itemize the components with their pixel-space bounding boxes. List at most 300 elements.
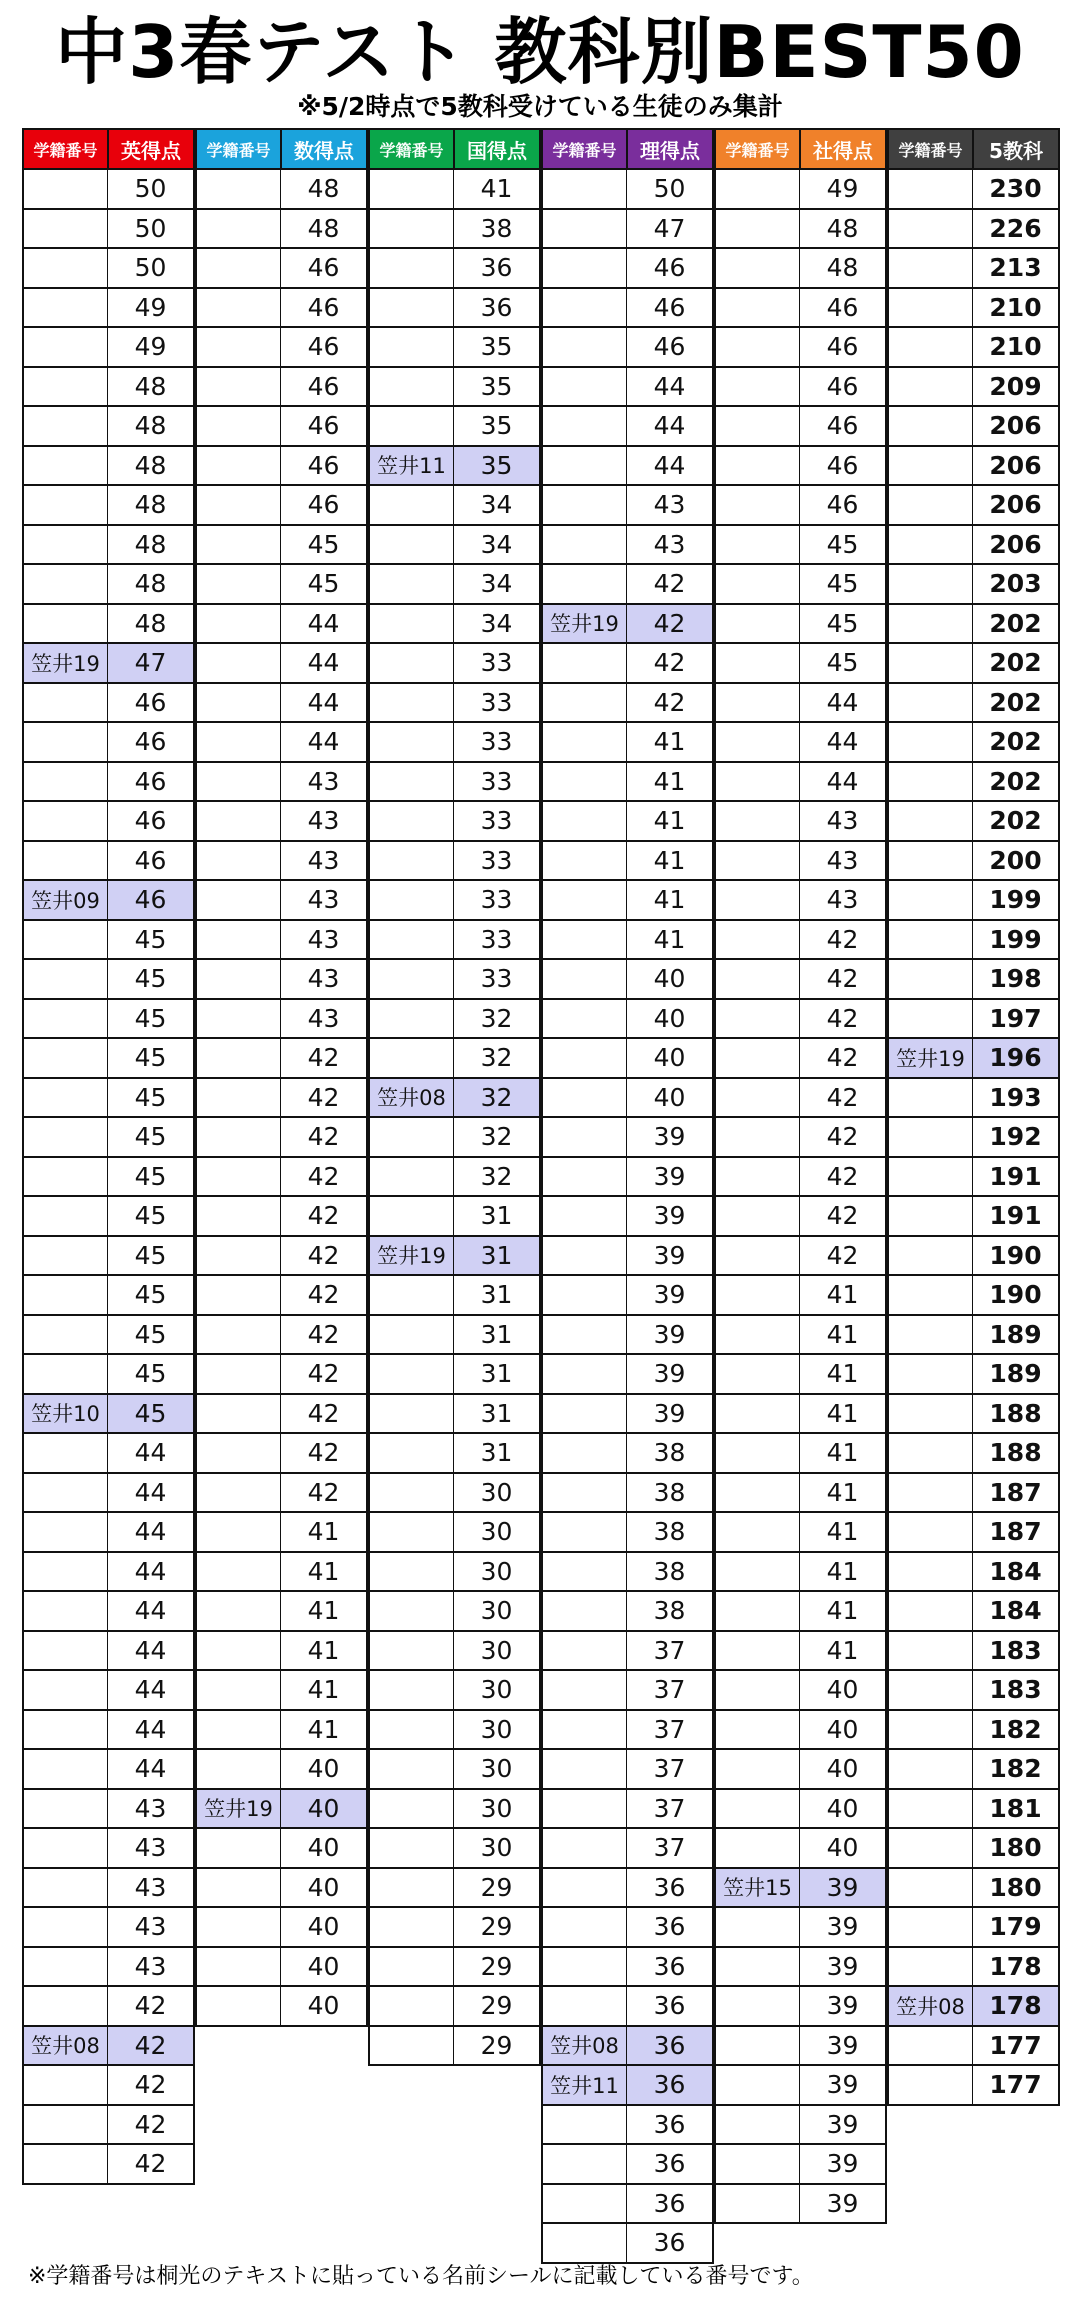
score-cell: 30 bbox=[454, 1474, 541, 1514]
table-row bbox=[887, 447, 1060, 487]
score-cell: 43 bbox=[281, 1000, 368, 1040]
score-cell: 48 bbox=[800, 210, 887, 250]
column-header-score: 理得点 bbox=[627, 128, 714, 170]
score-cell: 41 bbox=[800, 1434, 887, 1474]
student-id-cell bbox=[22, 1276, 108, 1316]
table-row bbox=[368, 1869, 541, 1909]
table-row bbox=[887, 210, 1060, 250]
score-cell: 31 bbox=[454, 1237, 541, 1277]
table-row bbox=[714, 2027, 887, 2067]
table-row bbox=[195, 407, 368, 447]
score-cell: 41 bbox=[800, 1276, 887, 1316]
score-cell: 42 bbox=[281, 1276, 368, 1316]
score-cell: 43 bbox=[627, 526, 714, 566]
score-cell: 202 bbox=[973, 802, 1060, 842]
student-id-cell bbox=[714, 1118, 800, 1158]
table-row bbox=[195, 1000, 368, 1040]
student-id-cell bbox=[541, 1316, 627, 1356]
table-row bbox=[368, 1237, 541, 1277]
student-id-cell bbox=[714, 1513, 800, 1553]
score-cell: 46 bbox=[800, 486, 887, 526]
table-row bbox=[368, 1711, 541, 1751]
table-row bbox=[22, 1592, 195, 1632]
score-cell: 46 bbox=[281, 328, 368, 368]
score-cell: 42 bbox=[800, 1197, 887, 1237]
student-id-cell bbox=[887, 1316, 973, 1356]
score-cell: 40 bbox=[627, 960, 714, 1000]
student-id-cell bbox=[22, 921, 108, 961]
table-row bbox=[541, 447, 714, 487]
score-cell: 33 bbox=[454, 921, 541, 961]
score-cell: 45 bbox=[108, 1276, 195, 1316]
score-cell: 42 bbox=[281, 1316, 368, 1356]
student-id-cell bbox=[887, 921, 973, 961]
table-row bbox=[541, 2066, 714, 2106]
table-row bbox=[22, 1276, 195, 1316]
table-row bbox=[714, 1079, 887, 1119]
student-id-cell bbox=[714, 802, 800, 842]
table-row bbox=[541, 1237, 714, 1277]
student-id-cell bbox=[195, 763, 281, 803]
student-id-cell bbox=[887, 249, 973, 289]
student-id-cell bbox=[887, 605, 973, 645]
table-row bbox=[887, 486, 1060, 526]
score-cell: 43 bbox=[281, 763, 368, 803]
score-cell: 48 bbox=[108, 368, 195, 408]
score-cell: 206 bbox=[973, 526, 1060, 566]
table-row bbox=[887, 1711, 1060, 1751]
student-id-cell bbox=[541, 447, 627, 487]
student-id-cell bbox=[368, 1197, 454, 1237]
score-cell: 46 bbox=[800, 407, 887, 447]
table-row bbox=[541, 289, 714, 329]
student-id-cell bbox=[195, 1355, 281, 1395]
student-id-cell bbox=[195, 1237, 281, 1277]
score-cell: 36 bbox=[627, 2027, 714, 2067]
table-row bbox=[887, 1118, 1060, 1158]
score-cell: 45 bbox=[281, 526, 368, 566]
table-row bbox=[195, 1869, 368, 1909]
student-id-cell bbox=[368, 170, 454, 210]
table-row bbox=[195, 1158, 368, 1198]
student-id-cell bbox=[541, 1671, 627, 1711]
score-cell: 39 bbox=[800, 2066, 887, 2106]
table-row bbox=[195, 1316, 368, 1356]
score-cell: 45 bbox=[108, 1355, 195, 1395]
student-id-cell bbox=[541, 1395, 627, 1435]
score-cell: 41 bbox=[800, 1592, 887, 1632]
table-row bbox=[195, 210, 368, 250]
score-cell: 40 bbox=[800, 1671, 887, 1711]
student-id-cell bbox=[714, 842, 800, 882]
score-cell: 30 bbox=[454, 1553, 541, 1593]
table-row bbox=[195, 1750, 368, 1790]
table-row bbox=[541, 1355, 714, 1395]
table-row bbox=[22, 407, 195, 447]
student-id-cell bbox=[714, 1000, 800, 1040]
score-cell: 40 bbox=[800, 1750, 887, 1790]
student-id-cell bbox=[195, 1395, 281, 1435]
table-row bbox=[22, 1632, 195, 1672]
table-row bbox=[22, 1316, 195, 1356]
student-id-cell bbox=[368, 1750, 454, 1790]
table-row bbox=[714, 1948, 887, 1988]
table-row bbox=[714, 763, 887, 803]
table-row bbox=[541, 763, 714, 803]
student-id-cell bbox=[887, 1948, 973, 1988]
score-cell: 50 bbox=[627, 170, 714, 210]
table-row bbox=[22, 1237, 195, 1277]
student-id-cell bbox=[714, 763, 800, 803]
student-id-cell bbox=[195, 1869, 281, 1909]
student-id-cell bbox=[22, 1118, 108, 1158]
student-id-cell bbox=[887, 1750, 973, 1790]
score-cell: 33 bbox=[454, 723, 541, 763]
table-row bbox=[195, 1513, 368, 1553]
score-cell: 50 bbox=[108, 210, 195, 250]
student-id-cell bbox=[22, 2066, 108, 2106]
student-id-cell bbox=[887, 1711, 973, 1751]
table-row bbox=[714, 842, 887, 882]
table-row bbox=[368, 1474, 541, 1514]
student-id-cell bbox=[887, 1474, 973, 1514]
score-cell: 226 bbox=[973, 210, 1060, 250]
score-cell: 49 bbox=[108, 289, 195, 329]
student-id-cell bbox=[541, 407, 627, 447]
score-cell: 44 bbox=[281, 605, 368, 645]
student-id-cell bbox=[22, 1474, 108, 1514]
student-id-cell bbox=[195, 960, 281, 1000]
score-cell: 48 bbox=[281, 170, 368, 210]
score-cell: 199 bbox=[973, 881, 1060, 921]
score-cell: 39 bbox=[800, 2185, 887, 2225]
score-cell: 34 bbox=[454, 565, 541, 605]
score-cell: 42 bbox=[281, 1079, 368, 1119]
score-cell: 35 bbox=[454, 447, 541, 487]
student-id-cell bbox=[368, 881, 454, 921]
table-row bbox=[714, 210, 887, 250]
student-id-cell bbox=[368, 605, 454, 645]
table-row bbox=[714, 2066, 887, 2106]
score-cell: 190 bbox=[973, 1237, 1060, 1277]
table-row bbox=[195, 328, 368, 368]
score-cell: 202 bbox=[973, 644, 1060, 684]
score-cell: 33 bbox=[454, 842, 541, 882]
table-row bbox=[714, 1671, 887, 1711]
student-id-cell bbox=[22, 684, 108, 724]
score-cell: 38 bbox=[627, 1513, 714, 1553]
student-id-cell bbox=[887, 1592, 973, 1632]
score-cell: 44 bbox=[108, 1592, 195, 1632]
table-row bbox=[887, 1513, 1060, 1553]
score-cell: 39 bbox=[627, 1118, 714, 1158]
score-cell: 33 bbox=[454, 684, 541, 724]
table-row bbox=[368, 1829, 541, 1869]
score-cell: 40 bbox=[281, 1987, 368, 2027]
table-row bbox=[195, 921, 368, 961]
student-id-cell bbox=[714, 1750, 800, 1790]
footnote: ※学籍番号は桐光のテキストに貼っている名前シールに記載している番号です。 bbox=[28, 2264, 814, 2289]
table-row bbox=[887, 2066, 1060, 2106]
score-cell: 42 bbox=[627, 684, 714, 724]
score-cell: 30 bbox=[454, 1750, 541, 1790]
score-cell: 39 bbox=[627, 1355, 714, 1395]
score-cell: 35 bbox=[454, 328, 541, 368]
table-row bbox=[887, 1276, 1060, 1316]
table-row bbox=[368, 1276, 541, 1316]
table-row bbox=[22, 723, 195, 763]
table-row bbox=[887, 1355, 1060, 1395]
table-row bbox=[22, 960, 195, 1000]
student-id-cell bbox=[541, 723, 627, 763]
student-id-cell bbox=[714, 368, 800, 408]
table-row bbox=[195, 1671, 368, 1711]
student-id-cell bbox=[22, 170, 108, 210]
table-row bbox=[22, 2145, 195, 2185]
table-row bbox=[887, 802, 1060, 842]
student-id-cell bbox=[714, 1395, 800, 1435]
table-row bbox=[195, 763, 368, 803]
student-id-cell bbox=[368, 1553, 454, 1593]
student-id-cell bbox=[368, 1790, 454, 1830]
table-row bbox=[368, 1079, 541, 1119]
score-cell: 47 bbox=[108, 644, 195, 684]
student-id-cell bbox=[541, 1079, 627, 1119]
student-id-cell bbox=[195, 1197, 281, 1237]
table-row bbox=[887, 2027, 1060, 2067]
table-row bbox=[887, 1474, 1060, 1514]
student-id-cell bbox=[714, 1790, 800, 1830]
score-cell: 31 bbox=[454, 1276, 541, 1316]
score-cell: 43 bbox=[281, 921, 368, 961]
student-id-cell bbox=[195, 802, 281, 842]
student-id-cell bbox=[887, 289, 973, 329]
table-row bbox=[714, 802, 887, 842]
table-row bbox=[541, 723, 714, 763]
score-cell: 44 bbox=[281, 723, 368, 763]
table-row bbox=[195, 249, 368, 289]
score-cell: 42 bbox=[281, 1237, 368, 1277]
table-row bbox=[887, 960, 1060, 1000]
student-id-cell bbox=[887, 1908, 973, 1948]
score-cell: 45 bbox=[800, 526, 887, 566]
score-cell: 37 bbox=[627, 1671, 714, 1711]
table-row bbox=[368, 644, 541, 684]
student-id-cell bbox=[22, 1592, 108, 1632]
score-cell: 48 bbox=[108, 526, 195, 566]
student-id-cell bbox=[714, 1553, 800, 1593]
table-row bbox=[714, 1513, 887, 1553]
student-id-cell bbox=[22, 1237, 108, 1277]
student-id-cell bbox=[368, 565, 454, 605]
student-id-cell bbox=[368, 1869, 454, 1909]
table-row bbox=[195, 1829, 368, 1869]
score-cell: 36 bbox=[627, 2106, 714, 2146]
student-id-cell: 笠井19 bbox=[22, 644, 108, 684]
student-id-cell bbox=[541, 1711, 627, 1751]
student-id-cell: 笠井10 bbox=[22, 1395, 108, 1435]
table-row bbox=[541, 1474, 714, 1514]
score-cell: 41 bbox=[627, 842, 714, 882]
table-row bbox=[22, 1987, 195, 2027]
student-id-cell bbox=[887, 1197, 973, 1237]
table-row bbox=[368, 1158, 541, 1198]
score-cell: 49 bbox=[800, 170, 887, 210]
table-row bbox=[714, 1750, 887, 1790]
table-row bbox=[22, 1948, 195, 1988]
score-cell: 44 bbox=[108, 1513, 195, 1553]
score-cell: 44 bbox=[108, 1474, 195, 1514]
student-id-cell bbox=[541, 1948, 627, 1988]
student-id-cell bbox=[195, 170, 281, 210]
table-row bbox=[22, 1671, 195, 1711]
student-id-cell bbox=[22, 407, 108, 447]
student-id-cell bbox=[714, 1671, 800, 1711]
student-id-cell bbox=[541, 170, 627, 210]
score-cell: 32 bbox=[454, 1039, 541, 1079]
table-row bbox=[195, 526, 368, 566]
score-cell: 42 bbox=[800, 1237, 887, 1277]
student-id-cell bbox=[368, 1592, 454, 1632]
student-id-cell bbox=[714, 1434, 800, 1474]
table-row bbox=[887, 842, 1060, 882]
score-cell: 191 bbox=[973, 1158, 1060, 1198]
student-id-cell bbox=[541, 2106, 627, 2146]
student-id-cell bbox=[368, 1355, 454, 1395]
score-cell: 34 bbox=[454, 486, 541, 526]
student-id-cell bbox=[541, 249, 627, 289]
table-row bbox=[195, 1237, 368, 1277]
student-id-cell bbox=[714, 2145, 800, 2185]
table-row bbox=[887, 368, 1060, 408]
student-id-cell bbox=[714, 1158, 800, 1198]
student-id-cell bbox=[541, 1829, 627, 1869]
table-row bbox=[195, 1474, 368, 1514]
table-row bbox=[195, 605, 368, 645]
score-cell: 43 bbox=[108, 1790, 195, 1830]
student-id-cell bbox=[195, 289, 281, 329]
student-id-cell bbox=[714, 565, 800, 605]
table-row bbox=[714, 289, 887, 329]
table-row bbox=[714, 723, 887, 763]
student-id-cell bbox=[368, 1276, 454, 1316]
table-row bbox=[887, 1948, 1060, 1988]
table-row bbox=[541, 1316, 714, 1356]
score-cell: 41 bbox=[281, 1711, 368, 1751]
score-cell: 36 bbox=[627, 1987, 714, 2027]
table-row bbox=[368, 684, 541, 724]
score-cell: 41 bbox=[627, 723, 714, 763]
table-row bbox=[714, 1118, 887, 1158]
score-cell: 33 bbox=[454, 960, 541, 1000]
table-row bbox=[368, 289, 541, 329]
table-row bbox=[541, 1158, 714, 1198]
student-id-cell bbox=[22, 1671, 108, 1711]
score-cell: 34 bbox=[454, 605, 541, 645]
table-row bbox=[714, 2145, 887, 2185]
student-id-cell bbox=[22, 723, 108, 763]
student-id-cell bbox=[22, 1790, 108, 1830]
table-row bbox=[368, 1118, 541, 1158]
student-id-cell bbox=[541, 1474, 627, 1514]
score-cell: 42 bbox=[281, 1118, 368, 1158]
student-id-cell bbox=[541, 565, 627, 605]
student-id-cell bbox=[22, 1039, 108, 1079]
table-row bbox=[22, 2106, 195, 2146]
score-cell: 45 bbox=[108, 1237, 195, 1277]
table-row bbox=[22, 1869, 195, 1909]
student-id-cell bbox=[887, 2027, 973, 2067]
table-row bbox=[714, 1869, 887, 1909]
table-row bbox=[368, 1355, 541, 1395]
score-cell: 46 bbox=[281, 249, 368, 289]
score-cell: 39 bbox=[800, 2145, 887, 2185]
score-cell: 36 bbox=[454, 289, 541, 329]
student-id-cell bbox=[368, 1158, 454, 1198]
student-id-cell bbox=[714, 328, 800, 368]
table-row bbox=[887, 1158, 1060, 1198]
table-row bbox=[22, 1197, 195, 1237]
student-id-cell bbox=[541, 328, 627, 368]
score-cell: 39 bbox=[800, 1869, 887, 1909]
score-cell: 30 bbox=[454, 1671, 541, 1711]
student-id-cell bbox=[195, 1829, 281, 1869]
student-id-cell bbox=[22, 210, 108, 250]
score-cell: 41 bbox=[800, 1474, 887, 1514]
score-cell: 189 bbox=[973, 1316, 1060, 1356]
score-cell: 38 bbox=[454, 210, 541, 250]
score-cell: 36 bbox=[627, 2145, 714, 2185]
student-id-cell bbox=[22, 1197, 108, 1237]
student-id-cell bbox=[541, 2185, 627, 2225]
score-cell: 35 bbox=[454, 407, 541, 447]
student-id-cell bbox=[887, 1632, 973, 1672]
student-id-cell bbox=[887, 763, 973, 803]
table-row bbox=[887, 644, 1060, 684]
score-cell: 42 bbox=[800, 1000, 887, 1040]
table-row bbox=[887, 1039, 1060, 1079]
score-cell: 213 bbox=[973, 249, 1060, 289]
table-row bbox=[22, 1118, 195, 1158]
table-row bbox=[714, 1908, 887, 1948]
score-cell: 42 bbox=[800, 1079, 887, 1119]
score-cell: 45 bbox=[281, 565, 368, 605]
student-id-cell bbox=[541, 960, 627, 1000]
table-row bbox=[22, 842, 195, 882]
score-cell: 182 bbox=[973, 1750, 1060, 1790]
page-title: 中3春テスト 教科別BEST50 bbox=[55, 10, 1025, 94]
student-id-cell bbox=[195, 1434, 281, 1474]
score-cell: 42 bbox=[800, 1158, 887, 1198]
score-cell: 41 bbox=[454, 170, 541, 210]
table-row bbox=[22, 802, 195, 842]
student-id-cell bbox=[195, 1316, 281, 1356]
student-id-cell bbox=[887, 842, 973, 882]
score-cell: 44 bbox=[627, 407, 714, 447]
student-id-cell bbox=[195, 1908, 281, 1948]
student-id-cell bbox=[887, 1790, 973, 1830]
student-id-cell bbox=[714, 1474, 800, 1514]
score-cell: 45 bbox=[108, 1197, 195, 1237]
student-id-cell bbox=[368, 249, 454, 289]
table-row bbox=[368, 1790, 541, 1830]
table-row bbox=[22, 921, 195, 961]
score-cell: 42 bbox=[627, 605, 714, 645]
score-cell: 177 bbox=[973, 2027, 1060, 2067]
score-cell: 30 bbox=[454, 1632, 541, 1672]
student-id-cell bbox=[368, 1829, 454, 1869]
score-cell: 180 bbox=[973, 1829, 1060, 1869]
